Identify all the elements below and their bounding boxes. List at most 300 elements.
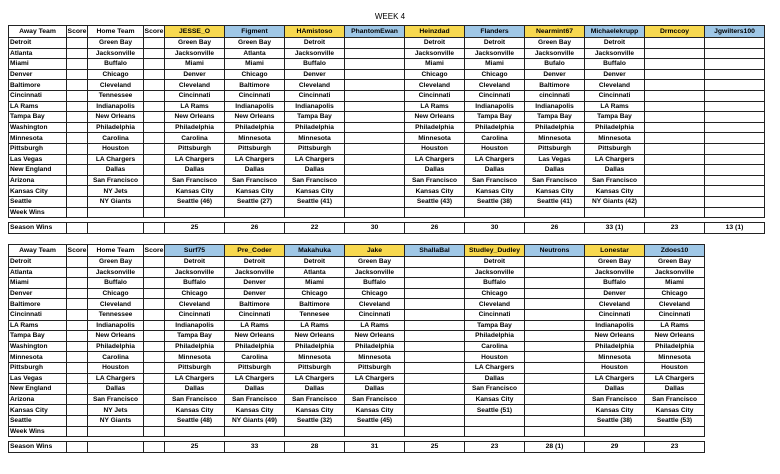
pick-cell: San Francisco — [225, 175, 285, 186]
pick-cell: Seattle (27) — [225, 196, 285, 207]
week-wins-row — [9, 426, 705, 437]
pick-cell: Dallas — [225, 384, 285, 395]
home-team-cell: Buffalo — [88, 59, 144, 70]
pick-cell: Indianapolis — [465, 101, 525, 112]
empty-cell — [144, 426, 165, 437]
game-row — [9, 309, 705, 320]
week-wins-cell — [585, 426, 645, 437]
season-wins-row — [9, 223, 765, 234]
game-row — [9, 154, 765, 165]
pick-cell: Philadelphia — [585, 122, 645, 133]
week-wins-cell — [705, 207, 765, 218]
pick-cell: Carolina — [465, 133, 525, 144]
game-row — [9, 186, 765, 197]
pick-cell: Philadelphia — [585, 341, 645, 352]
home-score-cell — [144, 267, 165, 278]
pick-cell: Tampa Bay — [165, 331, 225, 342]
week-wins-cell — [405, 426, 465, 437]
pick-cell: Detroit — [465, 257, 525, 268]
pick-cell: Denver — [585, 69, 645, 80]
pick-cell: Miami — [645, 278, 705, 289]
picks-table-bottom — [8, 244, 705, 453]
home-score-cell — [144, 38, 165, 49]
season-wins-cell: 23 — [645, 223, 705, 234]
home-team-cell: Buffalo — [88, 278, 144, 289]
season-wins-cell: 28 (1) — [525, 442, 585, 453]
pick-cell: Atlanta — [225, 48, 285, 59]
game-row — [9, 394, 705, 405]
week-wins-label: Week Wins — [9, 207, 67, 218]
pick-cell — [405, 309, 465, 320]
season-wins-cell: 25 — [405, 442, 465, 453]
pick-cell: LA Rams — [585, 101, 645, 112]
home-team-cell: NY Giants — [88, 196, 144, 207]
pick-cell: Cincinnati — [345, 309, 405, 320]
season-wins-cell: 29 — [585, 442, 645, 453]
pick-cell — [645, 112, 705, 123]
pick-cell — [345, 186, 405, 197]
pick-cell: Las Vegas — [525, 154, 585, 165]
home-score-cell — [144, 133, 165, 144]
pick-cell: Philadelphia — [345, 341, 405, 352]
week-wins-cell — [405, 207, 465, 218]
season-wins-cell: 33 — [225, 442, 285, 453]
game-row — [9, 80, 765, 91]
home-team-cell: New Orleans — [88, 331, 144, 342]
pick-cell: LA Rams — [645, 320, 705, 331]
pick-cell: Tampa Bay — [525, 112, 585, 123]
pick-cell — [705, 80, 765, 91]
game-row — [9, 362, 705, 373]
season-wins-cell: 31 — [345, 442, 405, 453]
pick-cell — [345, 69, 405, 80]
pick-cell: Dallas — [165, 384, 225, 395]
away-team-cell: Kansas City — [9, 186, 67, 197]
game-row — [9, 90, 765, 101]
pick-cell: Minnesota — [405, 133, 465, 144]
pick-cell: Baltimore — [225, 299, 285, 310]
pick-cell: Baltimore — [285, 299, 345, 310]
pick-cell: Philadelphia — [165, 122, 225, 133]
home-team-cell: San Francisco — [88, 394, 144, 405]
pick-cell — [705, 38, 765, 49]
pick-cell: San Francisco — [585, 175, 645, 186]
pick-cell: LA Chargers — [345, 373, 405, 384]
pick-cell: LA Chargers — [285, 373, 345, 384]
pick-cell: Dallas — [285, 165, 345, 176]
home-score-cell — [144, 405, 165, 416]
away-team-cell: New England — [9, 384, 67, 395]
pick-cell — [405, 394, 465, 405]
home-score-cell — [144, 80, 165, 91]
pick-cell — [405, 288, 465, 299]
away-score-cell — [67, 320, 88, 331]
empty-cell — [67, 223, 88, 234]
pick-cell: Cleveland — [165, 299, 225, 310]
pick-cell: LA Rams — [405, 101, 465, 112]
pick-cell — [345, 90, 405, 101]
away-team-cell: Detroit — [9, 38, 67, 49]
pick-cell: Philadelphia — [285, 122, 345, 133]
pick-cell — [705, 59, 765, 70]
away-score-cell — [67, 362, 88, 373]
pick-cell: Green Bay — [585, 257, 645, 268]
pick-cell: LA Rams — [165, 101, 225, 112]
pick-cell: Detroit — [165, 257, 225, 268]
pick-cell: Cleveland — [285, 80, 345, 91]
away-score-cell — [67, 101, 88, 112]
pick-cell: New Orleans — [345, 331, 405, 342]
player-name-header: HAmistoso — [285, 26, 345, 38]
home-score-cell — [144, 143, 165, 154]
pick-cell: Jacksonville — [165, 48, 225, 59]
week-wins-cell — [165, 426, 225, 437]
pick-cell: Indianapolis — [285, 101, 345, 112]
pick-cell — [645, 80, 705, 91]
empty-cell — [67, 426, 88, 437]
pick-cell — [645, 175, 705, 186]
away-team-cell: Las Vegas — [9, 154, 67, 165]
pick-cell: Miami — [405, 59, 465, 70]
pick-cell: Denver — [525, 69, 585, 80]
pick-cell — [705, 143, 765, 154]
game-row — [9, 384, 705, 395]
game-row — [9, 112, 765, 123]
pick-cell: Baltimore — [525, 80, 585, 91]
pick-cell — [525, 257, 585, 268]
game-row — [9, 175, 765, 186]
pick-cell — [645, 186, 705, 197]
pick-cell — [345, 59, 405, 70]
pick-cell: LA Chargers — [165, 154, 225, 165]
home-team-cell: Cleveland — [88, 299, 144, 310]
game-row — [9, 299, 705, 310]
pick-cell: San Francisco — [285, 175, 345, 186]
pick-cell: Tampa Bay — [285, 112, 345, 123]
pick-cell — [645, 122, 705, 133]
pick-cell: Carolina — [465, 341, 525, 352]
week-wins-cell — [285, 207, 345, 218]
home-score-cell — [144, 112, 165, 123]
pick-cell: Minnesota — [285, 352, 345, 363]
pick-cell: LA Chargers — [465, 154, 525, 165]
home-team-cell: Chicago — [88, 288, 144, 299]
pick-cell — [645, 101, 705, 112]
pick-cell: Chicago — [225, 69, 285, 80]
player-name-header: Flanders — [465, 26, 525, 38]
pick-cell: Kansas City — [285, 186, 345, 197]
pick-cell: Philadelphia — [165, 341, 225, 352]
pick-cell: Minnesota — [285, 133, 345, 144]
pick-cell: New Orleans — [225, 112, 285, 123]
pick-cell: Buffalo — [585, 59, 645, 70]
pick-cell — [525, 362, 585, 373]
week-wins-cell — [525, 426, 585, 437]
away-team-cell: Washington — [9, 341, 67, 352]
away-team-cell: Minnesota — [9, 133, 67, 144]
home-score-cell — [144, 165, 165, 176]
home-team-cell: Indianapolis — [88, 320, 144, 331]
away-team-cell: Pittsburgh — [9, 143, 67, 154]
away-score-cell — [67, 59, 88, 70]
pick-cell — [705, 90, 765, 101]
away-score-cell — [67, 278, 88, 289]
week-wins-cell — [165, 207, 225, 218]
week-wins-cell — [645, 426, 705, 437]
pick-cell: Dallas — [645, 384, 705, 395]
pick-cell: New Orleans — [285, 331, 345, 342]
pick-cell: Seattle (41) — [285, 196, 345, 207]
pick-cell: Minnesota — [585, 352, 645, 363]
pick-cell: Pittsburgh — [345, 362, 405, 373]
empty-cell — [144, 223, 165, 234]
home-score-cell — [144, 59, 165, 70]
pick-cell — [405, 341, 465, 352]
pick-cell: NY Giants (49) — [225, 415, 285, 426]
pick-cell: Seattle (38) — [465, 196, 525, 207]
player-name-header: Michaelekrupp — [585, 26, 645, 38]
away-score-cell — [67, 384, 88, 395]
pick-cell: San Francisco — [465, 384, 525, 395]
away-score-cell — [67, 38, 88, 49]
away-score-cell — [67, 48, 88, 59]
pick-cell: LA Rams — [345, 320, 405, 331]
empty-cell — [144, 442, 165, 453]
pick-cell: Minnesota — [585, 133, 645, 144]
away-score-cell — [67, 267, 88, 278]
pick-cell: Seattle (51) — [465, 405, 525, 416]
game-row — [9, 331, 705, 342]
home-team-cell: Green Bay — [88, 257, 144, 268]
pick-cell: Carolina — [165, 133, 225, 144]
player-name-header: Drmccoy — [645, 26, 705, 38]
home-team-cell: LA Chargers — [88, 154, 144, 165]
pick-cell — [645, 154, 705, 165]
week-wins-cell — [465, 426, 525, 437]
home-score-cell — [144, 90, 165, 101]
away-score-cell — [67, 133, 88, 144]
pick-cell — [525, 320, 585, 331]
pick-cell: San Francisco — [585, 394, 645, 405]
pick-cell: Chicago — [165, 288, 225, 299]
pick-cell: Pittsburgh — [285, 362, 345, 373]
pick-cell — [405, 352, 465, 363]
game-row — [9, 278, 705, 289]
column-header: Away Team — [9, 26, 67, 38]
pick-cell: Miami — [225, 59, 285, 70]
pick-cell — [645, 133, 705, 144]
pick-cell — [525, 405, 585, 416]
pick-cell — [405, 299, 465, 310]
pick-cell: Pittsburgh — [225, 362, 285, 373]
pick-cell: LA Chargers — [405, 154, 465, 165]
away-team-cell: Cincinnati — [9, 90, 67, 101]
column-header: Home Team — [88, 26, 144, 38]
home-team-cell: Cleveland — [88, 80, 144, 91]
pick-cell: Jacksonville — [465, 48, 525, 59]
away-score-cell — [67, 80, 88, 91]
pick-cell — [525, 415, 585, 426]
pick-cell — [645, 69, 705, 80]
player-name-header: Neutrons — [525, 245, 585, 257]
pick-cell: LA Chargers — [285, 154, 345, 165]
home-score-cell — [144, 415, 165, 426]
game-row — [9, 288, 705, 299]
pick-cell: Denver — [225, 278, 285, 289]
game-row — [9, 341, 705, 352]
player-name-header: Figment — [225, 26, 285, 38]
pick-cell: Chicago — [405, 69, 465, 80]
empty-cell — [67, 442, 88, 453]
home-score-cell — [144, 394, 165, 405]
empty-cell — [144, 207, 165, 218]
pick-cell: Philadelphia — [465, 331, 525, 342]
away-team-cell: Tampa Bay — [9, 331, 67, 342]
pick-cell: Dallas — [405, 165, 465, 176]
pick-cell: Cleveland — [465, 80, 525, 91]
pick-cell: San Francisco — [165, 394, 225, 405]
season-wins-cell: 13 (1) — [705, 223, 765, 234]
week-wins-cell — [645, 207, 705, 218]
home-score-cell — [144, 196, 165, 207]
season-wins-label: Season Wins — [9, 442, 67, 453]
week-wins-cell — [345, 426, 405, 437]
pick-cell: Jacksonville — [285, 48, 345, 59]
pick-cell: Indianapolis — [525, 101, 585, 112]
week-wins-cell — [225, 426, 285, 437]
pick-cell: Denver — [225, 288, 285, 299]
home-score-cell — [144, 341, 165, 352]
pick-cell: Seattle (38) — [585, 415, 645, 426]
pick-cell: Dallas — [465, 165, 525, 176]
away-team-cell: Denver — [9, 288, 67, 299]
home-score-cell — [144, 101, 165, 112]
pick-cell: San Francisco — [525, 175, 585, 186]
pick-cell: Cincinnati — [225, 90, 285, 101]
pick-cell — [645, 196, 705, 207]
away-score-cell — [67, 415, 88, 426]
game-row — [9, 69, 765, 80]
week-wins-cell — [225, 207, 285, 218]
pick-cell: Dallas — [285, 384, 345, 395]
column-header: Away Team — [9, 245, 67, 257]
away-team-cell: Pittsburgh — [9, 362, 67, 373]
pick-cell: New Orleans — [405, 112, 465, 123]
pick-cell: Jacksonville — [165, 267, 225, 278]
week-wins-cell — [285, 426, 345, 437]
pick-cell: Jacksonville — [345, 267, 405, 278]
home-score-cell — [144, 175, 165, 186]
away-team-cell: Arizona — [9, 175, 67, 186]
pick-cell — [345, 38, 405, 49]
game-row — [9, 38, 765, 49]
pick-cell: Seattle (43) — [405, 196, 465, 207]
pick-cell — [465, 415, 525, 426]
pick-cell: Detroit — [285, 257, 345, 268]
empty-cell — [88, 207, 144, 218]
away-team-cell: Washington — [9, 122, 67, 133]
home-team-cell: San Francisco — [88, 175, 144, 186]
pick-cell: Denver — [165, 69, 225, 80]
home-score-cell — [144, 309, 165, 320]
away-score-cell — [67, 405, 88, 416]
game-row — [9, 373, 705, 384]
pick-cell: Kansas City — [585, 186, 645, 197]
away-score-cell — [67, 154, 88, 165]
season-wins-cell: 23 — [645, 442, 705, 453]
player-name-header: JESSE_O — [165, 26, 225, 38]
pick-cell: Cleveland — [405, 80, 465, 91]
header-row — [9, 26, 765, 38]
player-name-header: Lonestar — [585, 245, 645, 257]
pick-cell: Kansas City — [465, 186, 525, 197]
pick-cell: Denver — [585, 288, 645, 299]
pick-cell: New Orleans — [225, 331, 285, 342]
pick-cell — [705, 165, 765, 176]
home-score-cell — [144, 384, 165, 395]
pick-cell: Philadelphia — [525, 122, 585, 133]
away-team-cell: LA Rams — [9, 320, 67, 331]
pick-cell: Green Bay — [225, 38, 285, 49]
away-score-cell — [67, 299, 88, 310]
pick-cell — [345, 80, 405, 91]
game-row — [9, 165, 765, 176]
pick-cell: Kansas City — [405, 186, 465, 197]
pick-cell — [645, 143, 705, 154]
pick-cell — [645, 90, 705, 101]
player-name-header: Studley_Dudley — [465, 245, 525, 257]
away-score-cell — [67, 373, 88, 384]
home-team-cell: New Orleans — [88, 112, 144, 123]
pick-cell: LA Chargers — [465, 362, 525, 373]
pick-cell: Philadelphia — [225, 341, 285, 352]
pick-cell — [405, 278, 465, 289]
pick-cell — [525, 373, 585, 384]
pick-cell: Buffalo — [585, 278, 645, 289]
away-score-cell — [67, 341, 88, 352]
home-team-cell: Jacksonville — [88, 267, 144, 278]
home-score-cell — [144, 154, 165, 165]
empty-cell — [67, 207, 88, 218]
pick-cell: LA Chargers — [225, 154, 285, 165]
pick-cell — [345, 165, 405, 176]
pick-cell — [705, 69, 765, 80]
week-wins-cell — [345, 207, 405, 218]
pick-cell: Philadelphia — [645, 341, 705, 352]
away-score-cell — [67, 352, 88, 363]
pick-cell — [405, 373, 465, 384]
pick-cell: Cincinnati — [465, 90, 525, 101]
pick-cell: Minnesota — [165, 352, 225, 363]
pick-cell: Chicago — [285, 288, 345, 299]
away-team-cell: Denver — [9, 69, 67, 80]
season-wins-cell: 26 — [525, 223, 585, 234]
week-wins-cell — [525, 207, 585, 218]
pick-cell: Philadelphia — [405, 122, 465, 133]
game-row — [9, 122, 765, 133]
pick-cell — [645, 38, 705, 49]
pick-cell: San Francisco — [645, 394, 705, 405]
pick-cell — [345, 101, 405, 112]
pick-cell — [705, 133, 765, 144]
pick-cell — [645, 59, 705, 70]
season-wins-cell: 28 — [285, 442, 345, 453]
empty-cell — [88, 442, 144, 453]
picks-table-top — [8, 25, 765, 234]
pick-cell: Houston — [405, 143, 465, 154]
season-wins-cell: 30 — [465, 223, 525, 234]
home-score-cell — [144, 331, 165, 342]
